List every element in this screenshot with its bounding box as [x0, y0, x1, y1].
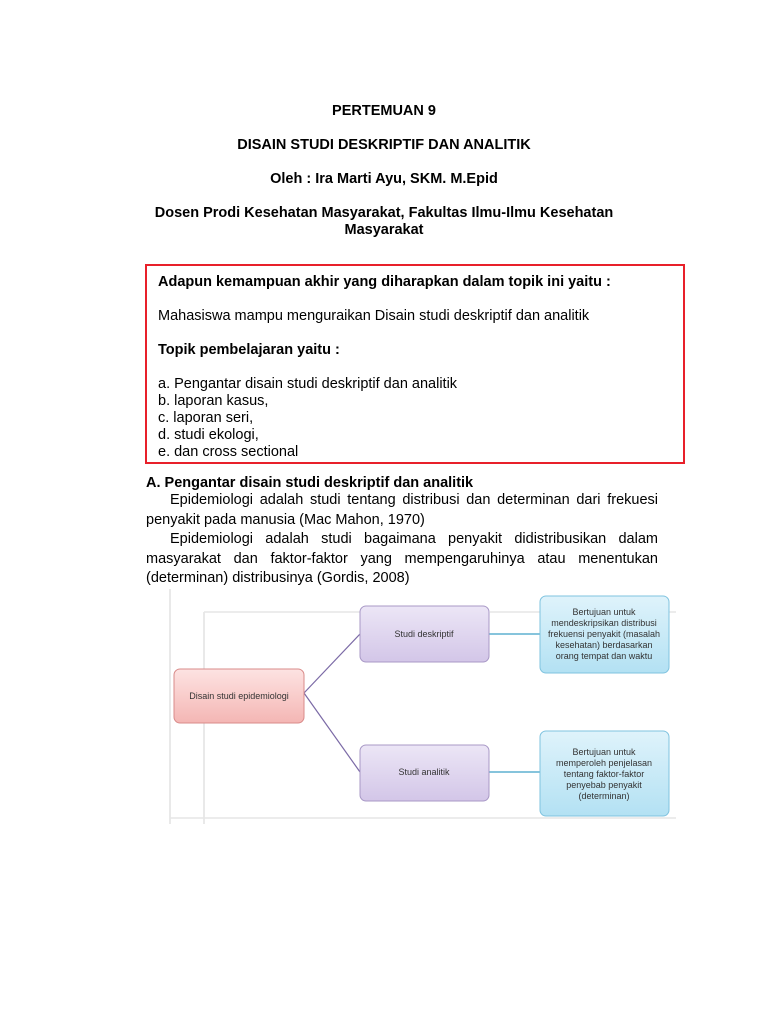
topic-item: b. laporan kasus,	[158, 393, 269, 409]
paragraph-1-text: Epidemiologi adalah studi tentang distribusi dan determinan dari frekuesi penyakit pada manusia (Mac Mahon, 1970)	[146, 492, 658, 528]
analytic-goal-line: penyebab penyakit	[566, 780, 642, 790]
topics-heading: Topik pembelajaran yaitu :	[158, 342, 340, 358]
analytic-goal-line: memperoleh penjelasan	[555, 758, 653, 768]
root-label: Disain studi epidemiologi	[189, 691, 289, 701]
analytic-goal-line: (determinan)	[578, 791, 630, 801]
analytic-goal-line: tentang faktor-faktor	[563, 769, 645, 779]
diagram-descriptive-goal-node	[540, 596, 669, 673]
diagram-descriptive-node	[360, 606, 489, 662]
section-a-heading: A. Pengantar disain studi deskriptif dan analitik	[146, 475, 474, 491]
diagram-analytic-node	[360, 745, 489, 801]
diagram-analytic-goal-node	[540, 731, 669, 816]
objectives-statement: Mahasiswa mampu menguraikan Disain studi deskriptif dan analitik	[158, 308, 590, 324]
topic-item: c. laporan seri,	[158, 410, 254, 426]
paragraph-2-text: Epidemiologi adalah studi bagaimana penyakit didistribusikan dalam masyarakat dan faktor-faktor yang mempengaruhinya atau menentukan (determinan) distribusinya (Gordis, 2008)	[146, 531, 658, 586]
connector-root-descriptive	[304, 634, 360, 693]
desc-goal-line: orang tempat dan waktu	[555, 651, 653, 661]
diagram-root-node	[174, 669, 304, 723]
desc-goal-line: kesehatan) berdasarkan	[555, 640, 653, 650]
meeting-number: PERTEMUAN 9	[332, 103, 436, 119]
connector-root-analytic	[304, 693, 360, 772]
topic-item: d. studi ekologi,	[158, 427, 259, 443]
topic-item: e. dan cross sectional	[158, 444, 299, 460]
desc-goal-line: Bertujuan untuk	[572, 607, 636, 617]
affiliation-line-1: Dosen Prodi Kesehatan Masyarakat, Fakultas Ilmu-Ilmu Kesehatan	[154, 205, 614, 221]
desc-goal-line: frekuensi penyakit (masalah	[547, 629, 661, 639]
objectives-heading: Adapun kemampuan akhir yang diharapkan dalam topik ini yaitu :	[158, 274, 611, 290]
author-line: Oleh : Ira Marti Ayu, SKM. M.Epid	[270, 171, 498, 187]
topic-item: a. Pengantar disain studi deskriptif dan analitik	[158, 376, 458, 392]
analytic-label: Studi analitik	[398, 767, 450, 777]
descriptive-label: Studi deskriptif	[394, 629, 454, 639]
desc-goal-line: mendeskripsikan distribusi	[551, 618, 657, 628]
affiliation-line-2: Masyarakat	[344, 222, 424, 238]
document-title: DISAIN STUDI DESKRIPTIF DAN ANALITIK	[237, 137, 531, 153]
analytic-goal-line: Bertujuan untuk	[572, 747, 636, 757]
